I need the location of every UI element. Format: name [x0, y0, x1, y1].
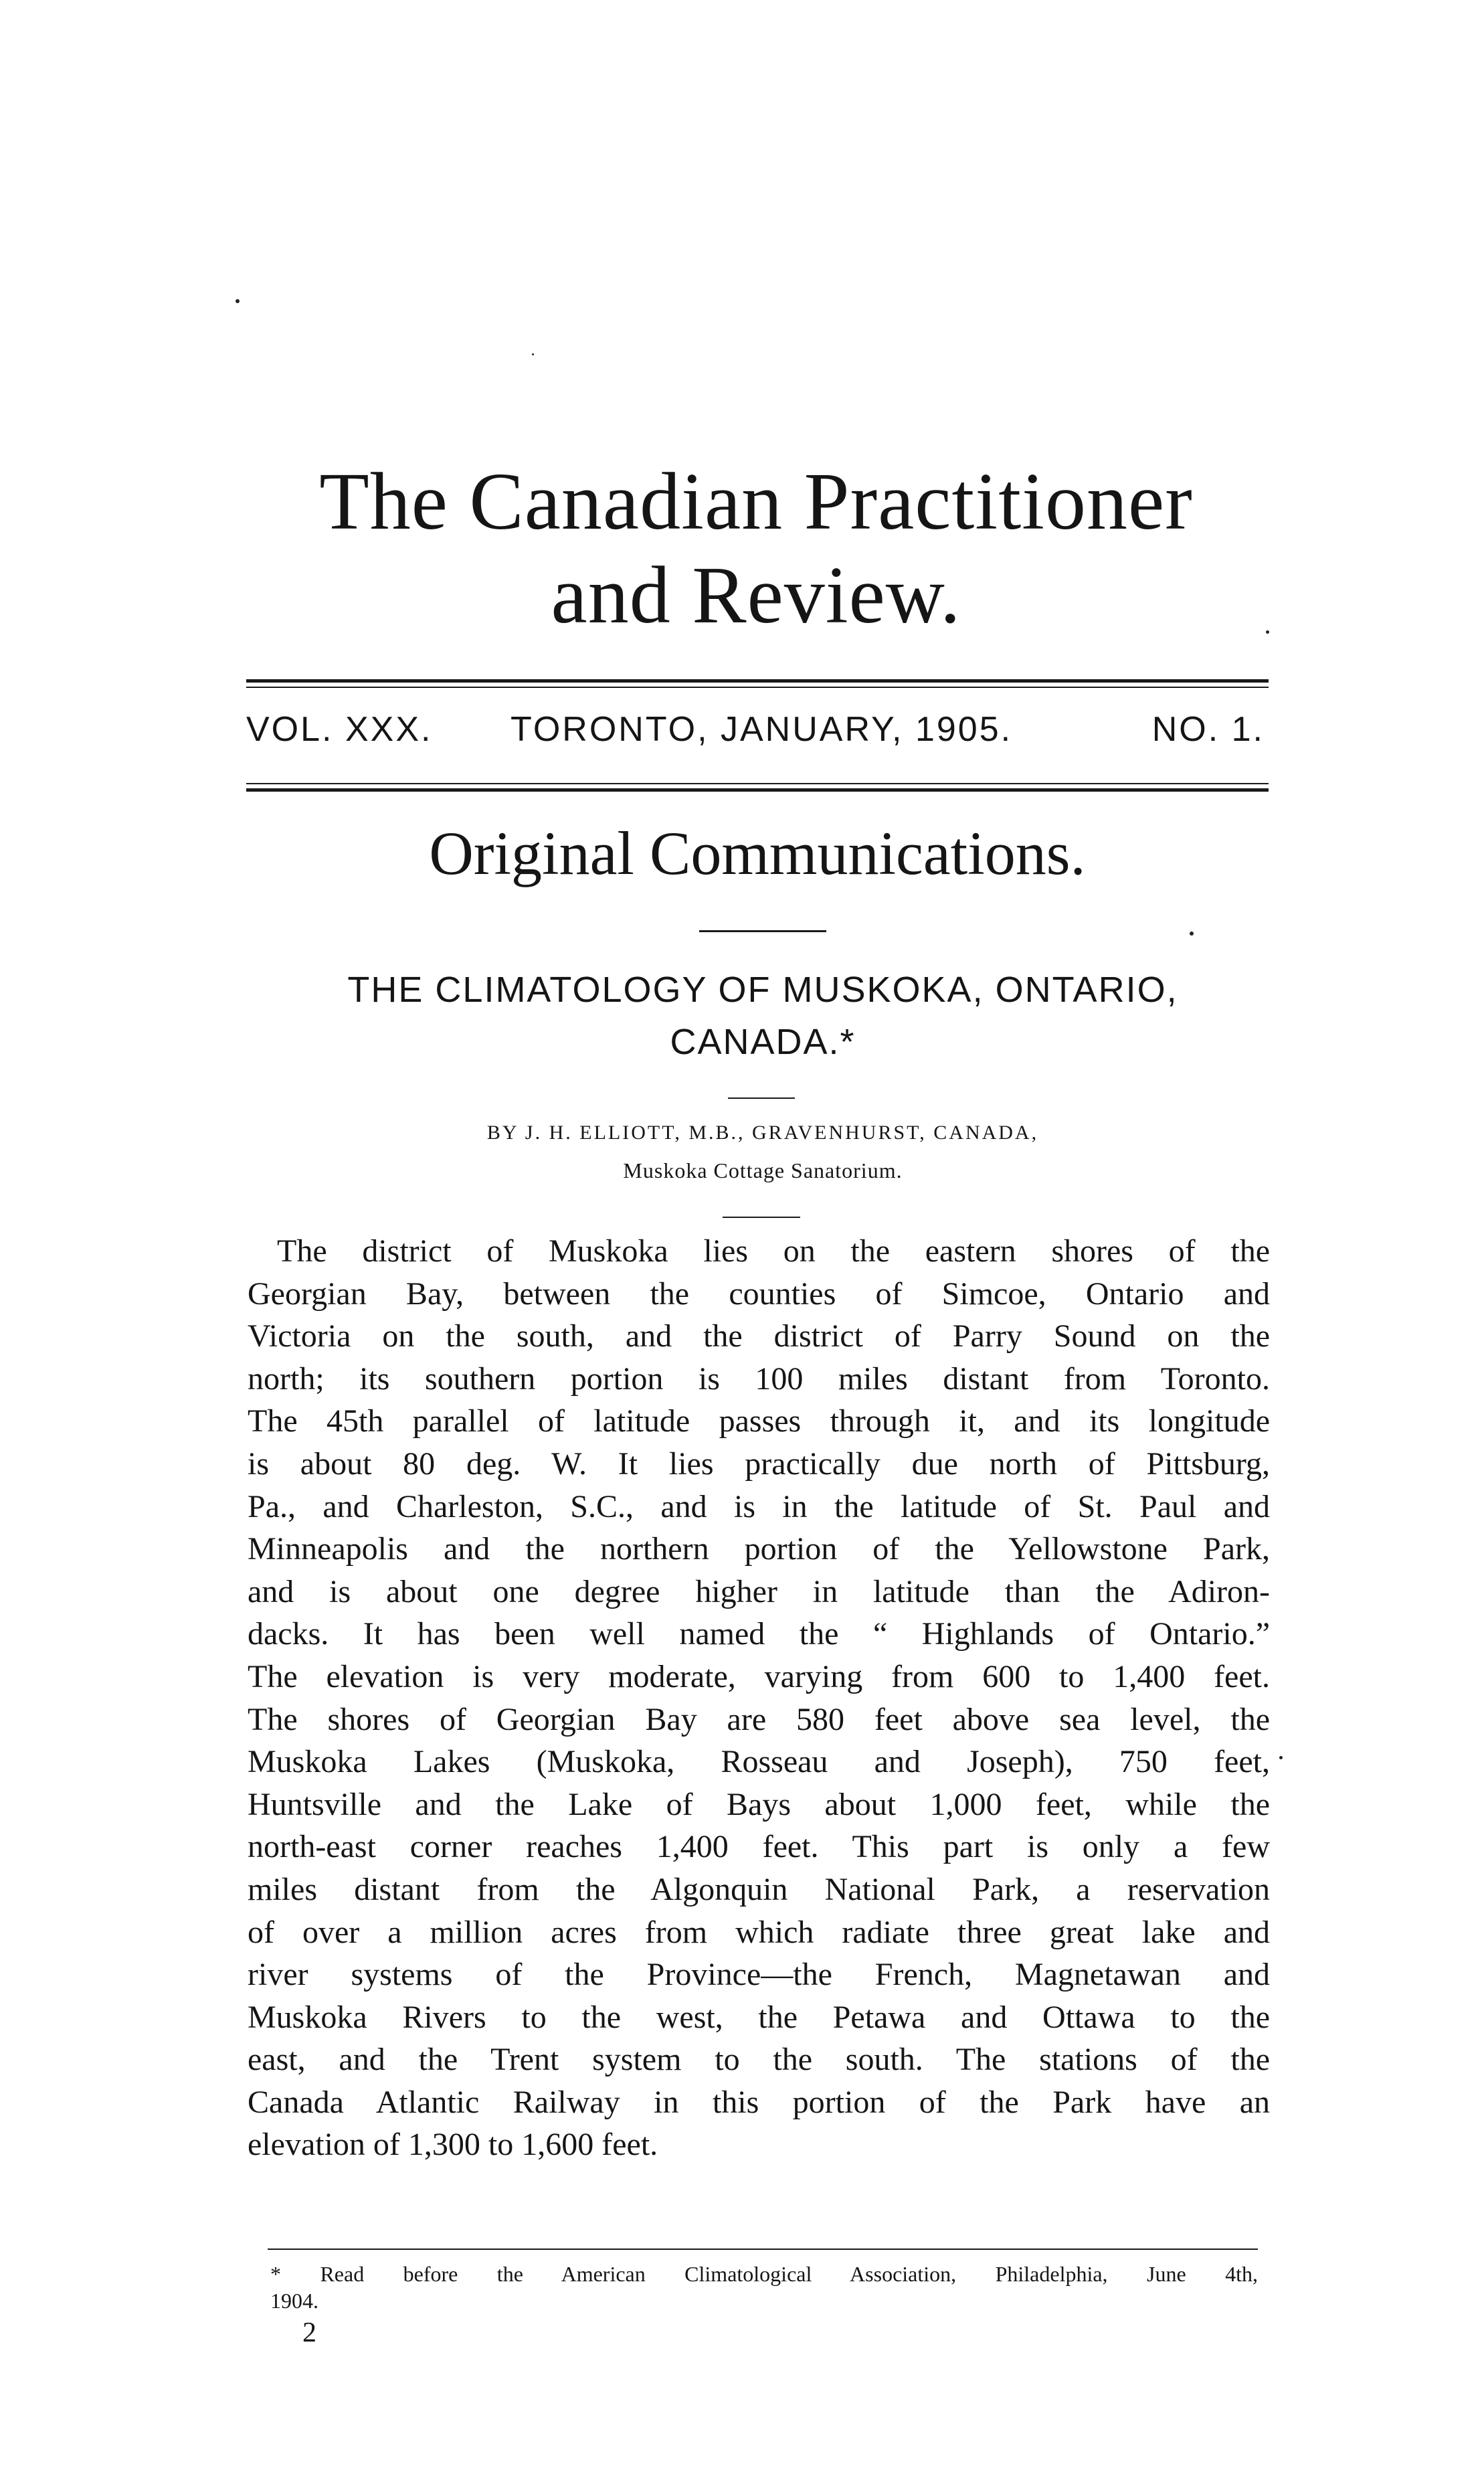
body-line: Muskoka Lakes (Muskoka, Rosseau and Joseph), 750 feet, — [248, 1744, 1270, 1780]
body-line: elevation of 1,300 to 1,600 feet. — [248, 2127, 658, 2163]
journal-title-line: The Canadian Practitioner — [319, 456, 1193, 547]
body-line: The shores of Georgian Bay are 580 feet above sea level, the — [248, 1701, 1270, 1737]
body-line: of over a million acres from which radiate three great lake and — [248, 1914, 1270, 1950]
author-line: BY J. H. ELLIOTT, M.B., GRAVENHURST, CANADA, — [486, 1122, 1039, 1144]
body-line: Muskoka Rivers to the west, the Petawa and Ottawa to the — [248, 1999, 1270, 2035]
article-title-line: CANADA.* — [670, 1022, 856, 1062]
article-title — [268, 964, 1258, 1068]
journal-title-line: and Review. — [551, 550, 961, 640]
divider — [728, 1097, 795, 1099]
print-speck — [1279, 1756, 1283, 1759]
body-line: Canada Atlantic Railway in this portion of the Park have an — [248, 2084, 1270, 2120]
article-title-line: THE CLIMATOLOGY OF MUSKOKA, ONTARIO, — [347, 970, 1178, 1010]
issue-number: NO. 1. — [1151, 710, 1265, 749]
dateline: TORONTO, JANUARY, 1905. — [511, 710, 1013, 749]
article-body — [248, 1230, 1270, 2166]
footnote-line: * Read before the American Climatological Association, Philadelphia, June 4th, — [270, 2262, 1258, 2286]
print-speck — [236, 299, 240, 303]
body-line: north-east corner reaches 1,400 feet. This part is only a few — [248, 1829, 1270, 1865]
masthead-rule — [246, 783, 1269, 784]
page-number: 2 — [302, 2317, 316, 2348]
body-line: and is about one degree higher in latitude than the Adiron- — [248, 1573, 1270, 1609]
masthead-rule — [246, 788, 1269, 792]
body-line: Pa., and Charleston, S.C., and is in the latitude of St. Paul and — [248, 1488, 1270, 1524]
body-line: miles distant from the Algonquin National Park, a reservation — [248, 1871, 1270, 1907]
body-line: Huntsville and the Lake of Bays about 1,000 feet, while the — [248, 1786, 1270, 1822]
volume-label: VOL. XXX. — [246, 710, 433, 749]
byline — [268, 1114, 1258, 1189]
divider — [723, 1217, 800, 1218]
print-speck — [1266, 630, 1269, 634]
body-line: Georgian Bay, between the counties of Simcoe, Ontario and — [248, 1275, 1270, 1312]
masthead-rule — [246, 687, 1269, 688]
body-line: The district of Muskoka lies on the eastern shores of the — [277, 1233, 1270, 1269]
footnote-rule — [268, 2249, 1258, 2250]
body-line: river systems of the Province—the French, Magnetawan and — [248, 1957, 1270, 1993]
body-line: is about 80 deg. W. It lies practically due north of Pittsburg, — [248, 1445, 1270, 1482]
body-line: north; its southern portion is 100 miles distant from Toronto. — [248, 1360, 1270, 1397]
footnote-line: 1904. — [270, 2289, 318, 2313]
masthead — [246, 709, 1269, 763]
masthead-rule — [246, 679, 1269, 683]
affiliation: Muskoka Cottage Sanatorium. — [623, 1158, 903, 1182]
print-speck — [1190, 932, 1194, 936]
divider — [699, 930, 826, 932]
body-line: east, and the Trent system to the south. The stations of the — [248, 2042, 1270, 2078]
print-speck — [532, 353, 534, 355]
journal-title — [281, 455, 1231, 642]
body-line: The elevation is very moderate, varying from 600 to 1,400 feet. — [248, 1658, 1270, 1694]
body-line: Minneapolis and the northern portion of the Yellowstone Park, — [248, 1531, 1270, 1567]
body-line: The 45th parallel of latitude passes through it, and its longitude — [248, 1403, 1270, 1439]
footnote — [270, 2261, 1258, 2314]
section-heading: Original Communications. — [429, 819, 1086, 887]
body-line: dacks. It has been well named the “ Highlands of Ontario.” — [248, 1616, 1270, 1652]
body-line: Victoria on the south, and the district of Parry Sound on the — [248, 1318, 1270, 1354]
